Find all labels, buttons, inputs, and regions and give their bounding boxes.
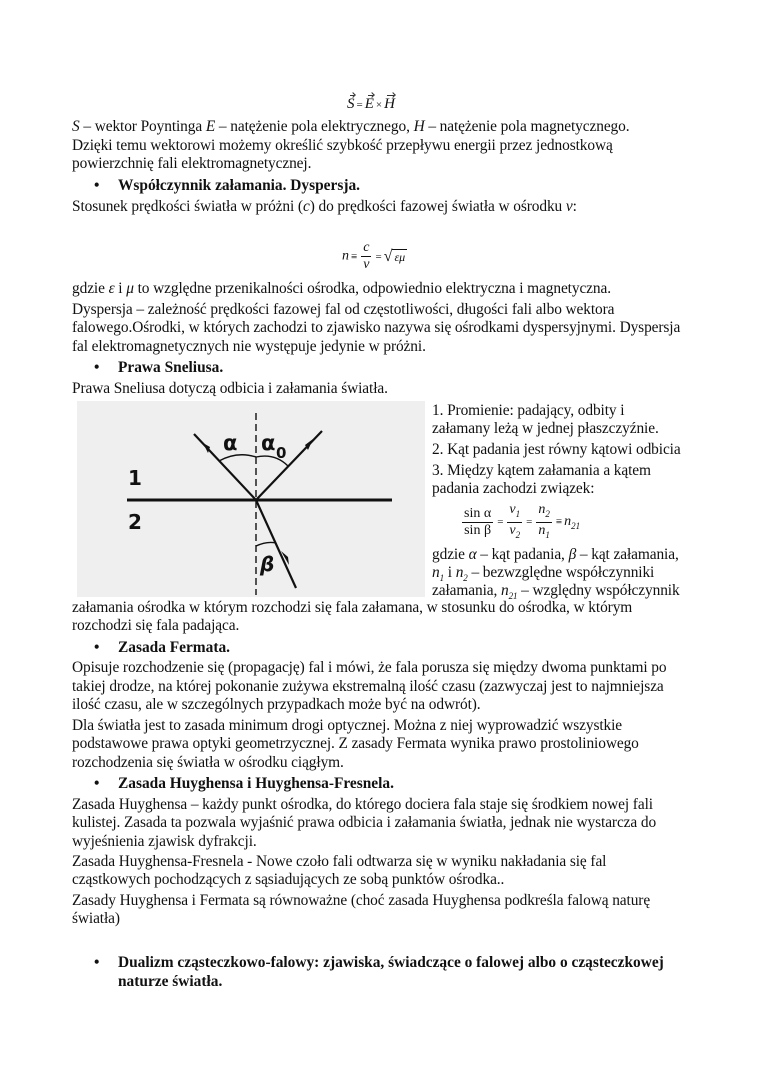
paragraph-line: cząstkowych pochodzących z sąsiadujących ze sobą punktów ośrodka.. xyxy=(72,871,505,888)
subscript: 21 xyxy=(508,591,518,602)
law-line: 2. Kąt padania jest równy kątowi odbicia xyxy=(432,441,681,458)
symbol-alpha: α xyxy=(468,546,477,563)
paragraph-line: powierzchnię fali elektromagnetycznej. xyxy=(72,155,312,172)
paragraph-line: załamania ośrodka w którym rozchodzi się fala załamana, w stosunku do ośrodka, w którym xyxy=(72,599,633,616)
subscript: 1 xyxy=(545,529,550,540)
numerator xyxy=(507,502,522,523)
text: – względny współczynnik xyxy=(517,582,680,599)
text: – natężenie pola magnetycznego. xyxy=(424,118,630,135)
section-heading-refraction: Współczynnik załamania. Dyspersja. xyxy=(118,177,360,194)
text: – bezwzględne współczynniki xyxy=(467,564,655,581)
paragraph-line: Dla światła jest to zasada minimum drogi optycznej. Można z niej wyprowadzić wszystkie xyxy=(72,717,623,734)
paragraph-line: rozchodzi się fala padająca. xyxy=(72,617,240,634)
equiv-sign: ≡ xyxy=(351,250,358,263)
text: : xyxy=(572,198,577,215)
alpha0-subscript: 0 xyxy=(276,444,287,462)
refraction-where xyxy=(72,280,611,298)
fraction-index xyxy=(536,502,552,543)
denominator xyxy=(536,523,552,543)
text: – wektor Poyntinga xyxy=(79,118,206,135)
equals-sign: = xyxy=(375,250,382,263)
equals-sign: = xyxy=(526,516,533,529)
symbol-mu: μ xyxy=(126,280,134,297)
result xyxy=(564,514,580,529)
symbol-h: H xyxy=(413,118,425,135)
cross-product-sign: × xyxy=(375,98,383,111)
symbol: n xyxy=(538,502,546,517)
symbol: n xyxy=(564,513,572,529)
snell-formula xyxy=(460,502,580,543)
paragraph-line: Dzięki temu wektorowi możemy określić szybkość przepływu energii przez jednostkową xyxy=(72,137,613,154)
symbol-e: E xyxy=(205,118,216,135)
bullet-icon: • xyxy=(94,775,100,792)
sqrt-argument: εμ xyxy=(394,249,406,264)
paragraph-line: falowego.Ośrodki, w których zachodzi to zjawisko nazywa się ośrodkami dyspersyjnymi. Dyspersja xyxy=(72,319,681,336)
symbol-n: n xyxy=(432,564,440,581)
sqrt-icon: √ xyxy=(383,247,393,265)
paragraph-line: Zasada Huyghensa-Fresnela - Nowe czoło fali odtwarza się w wyniku nakładania się fal xyxy=(72,853,607,870)
section-heading-snell: Prawa Sneliusa. xyxy=(118,359,224,376)
fraction-c-over-v xyxy=(361,240,371,273)
text: i xyxy=(444,564,456,581)
text: ) do prędkości fazowej światła w ośrodku xyxy=(309,198,566,215)
refractive-index-formula xyxy=(342,240,407,273)
paragraph-line: Zasada Huyghensa – każdy punkt ośrodka, do którego dociera fala staje się środkiem nowej fali xyxy=(72,796,653,813)
symbol-n: n xyxy=(342,248,349,264)
denominator: v xyxy=(363,257,370,272)
equals-sign: = xyxy=(356,98,363,111)
symbol-beta: β xyxy=(568,546,577,563)
numerator xyxy=(536,502,552,523)
poynting-definition xyxy=(72,118,629,136)
poynting-formula xyxy=(347,96,395,113)
paragraph-line: Dyspersja – zależność prędkości fazowej fal od częstotliwości, długości fali albo wektora xyxy=(72,301,615,318)
text: gdzie xyxy=(72,280,109,297)
fraction-velocity xyxy=(507,502,522,543)
numerator: c xyxy=(363,240,370,255)
beta-label: β xyxy=(260,552,275,576)
text: – kąt załamania, xyxy=(576,546,679,563)
denominator xyxy=(507,523,522,543)
alpha-label: α xyxy=(223,431,238,455)
subscript: 2 xyxy=(463,573,468,584)
denominator: sin β xyxy=(464,522,492,538)
paragraph-line: ilość czasu, ale w szczególnych przypadkach może być na odwrót). xyxy=(72,696,481,713)
paragraph-line: wyjeśnienia zjawisk dyfrakcji. xyxy=(72,833,257,850)
vector-s: S xyxy=(347,96,355,112)
section-heading-duality-cont: naturze światła. xyxy=(118,973,223,990)
vector-h: H xyxy=(384,96,395,112)
section-heading-huyghens: Zasada Huyghensa i Huyghensa-Fresnela. xyxy=(118,775,394,792)
text: – natężenie pola elektrycznego, xyxy=(215,118,414,135)
angle-arc-alpha xyxy=(219,455,256,461)
text: gdzie xyxy=(432,546,469,563)
where-line xyxy=(432,546,679,564)
text: to względne przenikalności ośrodka, odpowiednio elektryczna i magnetyczna. xyxy=(133,280,611,297)
equiv-sign: ≡ xyxy=(555,516,563,529)
angle-arc-beta xyxy=(256,542,276,546)
symbol: n xyxy=(538,522,546,538)
vector-e: E xyxy=(364,96,374,112)
symbol-n: n xyxy=(455,564,464,581)
bullet-icon: • xyxy=(94,639,100,656)
subscript: 21 xyxy=(571,520,581,531)
subscript: 1 xyxy=(515,508,521,519)
paragraph-line: Opisuje rozchodzenie się (propagację) fal i mówi, że fala porusza się między dwoma punktami po xyxy=(72,659,667,676)
symbol-s: S xyxy=(72,118,80,135)
symbol: v xyxy=(509,522,516,538)
fraction-sin xyxy=(462,506,493,539)
bullet-icon: • xyxy=(94,359,100,376)
paragraph-line: Zasady Huyghensa i Fermata są równoważne (choć zasada Huyghensa podkreśla falową naturę xyxy=(72,892,651,909)
text: załamania, xyxy=(432,582,501,599)
paragraph-line: rozchodzenia się światła w ośrodku ciągłym. xyxy=(72,754,344,771)
medium-1-label: 1 xyxy=(128,466,142,490)
paragraph-line: fal elektromagnetycznych nie występuje jedynie w próżni. xyxy=(72,338,426,355)
symbol: v xyxy=(509,502,516,517)
alpha0-label: α xyxy=(261,431,276,455)
text: Stosunek prędkości światła w próżni ( xyxy=(72,198,303,215)
refraction-diagram-svg xyxy=(77,401,425,597)
subscript: 2 xyxy=(545,508,550,519)
paragraph-line: podstawowe prawa optyki geometrzycznej. Z zasady Fermata wynika prawo prostoliniowego xyxy=(72,735,639,752)
refraction-intro xyxy=(72,198,577,216)
numerator: sin α xyxy=(464,505,492,521)
bullet-icon: • xyxy=(94,954,100,971)
paragraph-line: światła) xyxy=(72,910,120,927)
text: i xyxy=(114,280,127,297)
section-heading-duality: Dualizm cząsteczkowo-falowy: zjawiska, świadczące o falowej albo o cząsteczkowej xyxy=(118,954,664,971)
symbol-epsilon: ε xyxy=(108,280,115,297)
paragraph-line: takiej drodze, na której pokonanie zużywa ekstremalną ilość czasu (zazwyczaj jest to najmniejsza xyxy=(72,678,664,695)
subscript: 2 xyxy=(515,529,521,540)
law-line: załamany leżą w jednej płaszczyźnie. xyxy=(432,420,659,437)
law-line: 3. Między kątem załamania a kątem xyxy=(432,462,651,479)
subscript: 1 xyxy=(439,573,445,584)
symbol-c: c xyxy=(302,198,310,215)
paragraph-line: kulistej. Zasada ta pozwala wyjaśnić prawa odbicia i załamania światła, jednak nie wystarcza do xyxy=(72,814,657,831)
law-line: 1. Promienie: padający, odbity i xyxy=(432,402,625,419)
law-line: padania zachodzi związek: xyxy=(432,480,595,497)
text: – kąt padania, xyxy=(476,546,569,563)
equals-sign: = xyxy=(497,516,504,529)
symbol-v: v xyxy=(565,198,573,215)
medium-2-label: 2 xyxy=(128,510,142,534)
snell-intro: Prawa Sneliusa dotyczą odbicia i załamania światła. xyxy=(72,380,388,397)
bullet-icon: • xyxy=(94,177,100,194)
snell-diagram xyxy=(77,401,425,597)
symbol-n: n xyxy=(500,582,509,599)
section-heading-fermat: Zasada Fermata. xyxy=(118,639,230,656)
